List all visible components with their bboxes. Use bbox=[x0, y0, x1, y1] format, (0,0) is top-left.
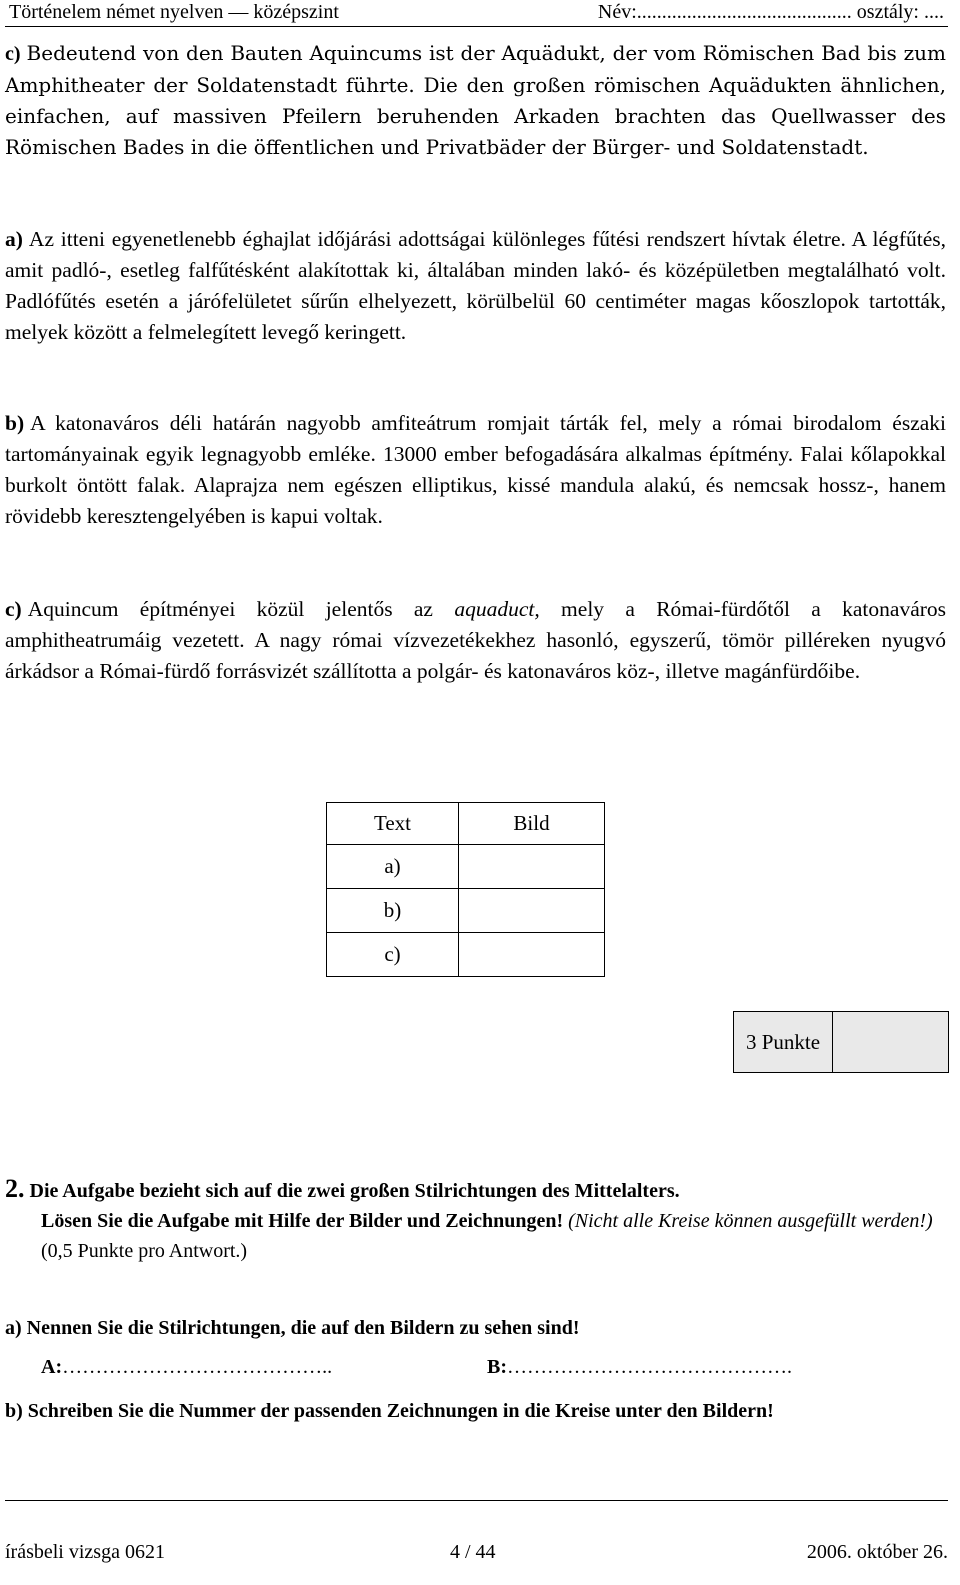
paragraph-c-german bbox=[5, 38, 946, 163]
matching-table bbox=[326, 802, 605, 977]
question-a: a) Nennen Sie die Stilrichtungen, die auf den Bildern zu sehen sind! bbox=[5, 1317, 580, 1339]
paragraph-text: Bedeutend von den Bauten Aquincums ist der Aquädukt, der vom Römischen Bad bis zum Amphitheater der Soldatenstadt führte. Die den großen römischen Aquädukten ähnlichen, einfachen, auf massiven Pfeilern beruhenden Arkaden brachten das Quellwasser des Römischen Bades in die öffentlichen und Privatbäder der Bürger- und Soldatenstadt. bbox=[5, 41, 946, 159]
answer-b-dots: ……………………………………. bbox=[507, 1356, 792, 1378]
table-row-label: b) bbox=[327, 889, 459, 933]
task-2-instructions bbox=[5, 1174, 948, 1266]
task-2-points: (0,5 Punkte pro Antwort.) bbox=[41, 1240, 248, 1262]
paragraph-c-hungarian bbox=[5, 594, 946, 687]
paragraph-italic-term: aquaduct, bbox=[454, 597, 540, 621]
paragraph-marker: b) bbox=[5, 411, 25, 435]
table-answer-cell[interactable] bbox=[459, 889, 605, 933]
task-2-directions-note: (Nicht alle Kreise können ausgefüllt werden!) bbox=[568, 1210, 933, 1232]
paragraph-text: A katonaváros déli határán nagyobb amfiteátrum romjait tárták fel, mely a római birodalom északi tartományainak egyik legnagyobb emléke. 13000 ember befogadására alkalmas építmény. Falai kőlapokkal burkolt öntött falak. Alaprajza nem egészen elliptikus, kissé mandula alakú, és nemcsak hossz-, hanem rövidebb keresztengelyében is kapui voltak. bbox=[5, 411, 946, 528]
paragraph-b bbox=[5, 408, 946, 532]
task-2-intro: Die Aufgabe bezieht sich auf die zwei großen Stilrichtungen des Mittelalters. bbox=[29, 1180, 680, 1202]
task-2-directions-bold: Lösen Sie die Aufgabe mit Hilfe der Bilder und Zeichnungen! bbox=[41, 1210, 564, 1232]
task-2-directions bbox=[5, 1206, 948, 1266]
footer-date: 2006. október 26. bbox=[806, 1541, 948, 1563]
footer-exam-code: írásbeli vizsga 0621 bbox=[5, 1541, 165, 1563]
answer-a-line[interactable] bbox=[41, 1352, 332, 1382]
question-b: b) Schreiben Sie die Nummer der passenden Zeichnungen in die Kreise unter den Bildern! bbox=[5, 1400, 774, 1422]
paragraph-marker: c) bbox=[5, 43, 21, 65]
footer-page-number: 4 / 44 bbox=[450, 1541, 496, 1563]
table-answer-cell[interactable] bbox=[459, 933, 605, 977]
header-subject: Történelem német nyelven — középszint bbox=[9, 1, 339, 23]
table-row-label: a) bbox=[327, 845, 459, 889]
paragraph-marker: c) bbox=[5, 597, 22, 621]
answer-b-line[interactable] bbox=[487, 1352, 792, 1382]
table-row-label: c) bbox=[327, 933, 459, 977]
paragraph-text-pre: Aquincum építményei közül jelentős az bbox=[27, 597, 433, 621]
page-header bbox=[5, 0, 948, 27]
answer-a-label: A: bbox=[41, 1356, 63, 1378]
score-box bbox=[733, 1011, 949, 1073]
answer-b-label: B: bbox=[487, 1356, 507, 1378]
score-label: 3 Punkte bbox=[734, 1012, 833, 1072]
paragraph-marker: a) bbox=[5, 227, 23, 251]
header-name-class: Név:........................................... osztály: .... bbox=[597, 1, 944, 23]
answer-a-dots: ………………………………….. bbox=[62, 1356, 333, 1378]
task-number: 2. bbox=[5, 1174, 25, 1203]
paragraph-text: Az itteni egyenetlenebb éghajlat időjárási adottságai különleges fűtési rendszert hívtak életre. A légfűtés, amit padló-, esetleg falfűtésként alakítottak ki, általában minden lakó- és középületben megtalálható volt. Padlófűtés esetén a járófelületet sűrűn elhelyezett, körülbelül 60 centiméter magas kőoszlopok tartották, melyek között a felmelegített levegő keringett. bbox=[5, 227, 946, 344]
table-header-bild: Bild bbox=[459, 803, 605, 845]
paragraph-text-post: mely a Római-fürdőtől a katonaváros amphitheatrumáig vezetett. A nagy római vízvezetékekhez hasonló, egyszerű, tömör pilléreken nyugvó árkádsor a Római-fürdő forrásvizét szállította a polgár- és katonaváros köz-, illetve magánfürdőibe. bbox=[5, 597, 947, 683]
paragraph-a bbox=[5, 224, 946, 348]
table-answer-cell[interactable] bbox=[459, 845, 605, 889]
table-header-text: Text bbox=[327, 803, 459, 845]
page-footer bbox=[5, 1500, 948, 1581]
